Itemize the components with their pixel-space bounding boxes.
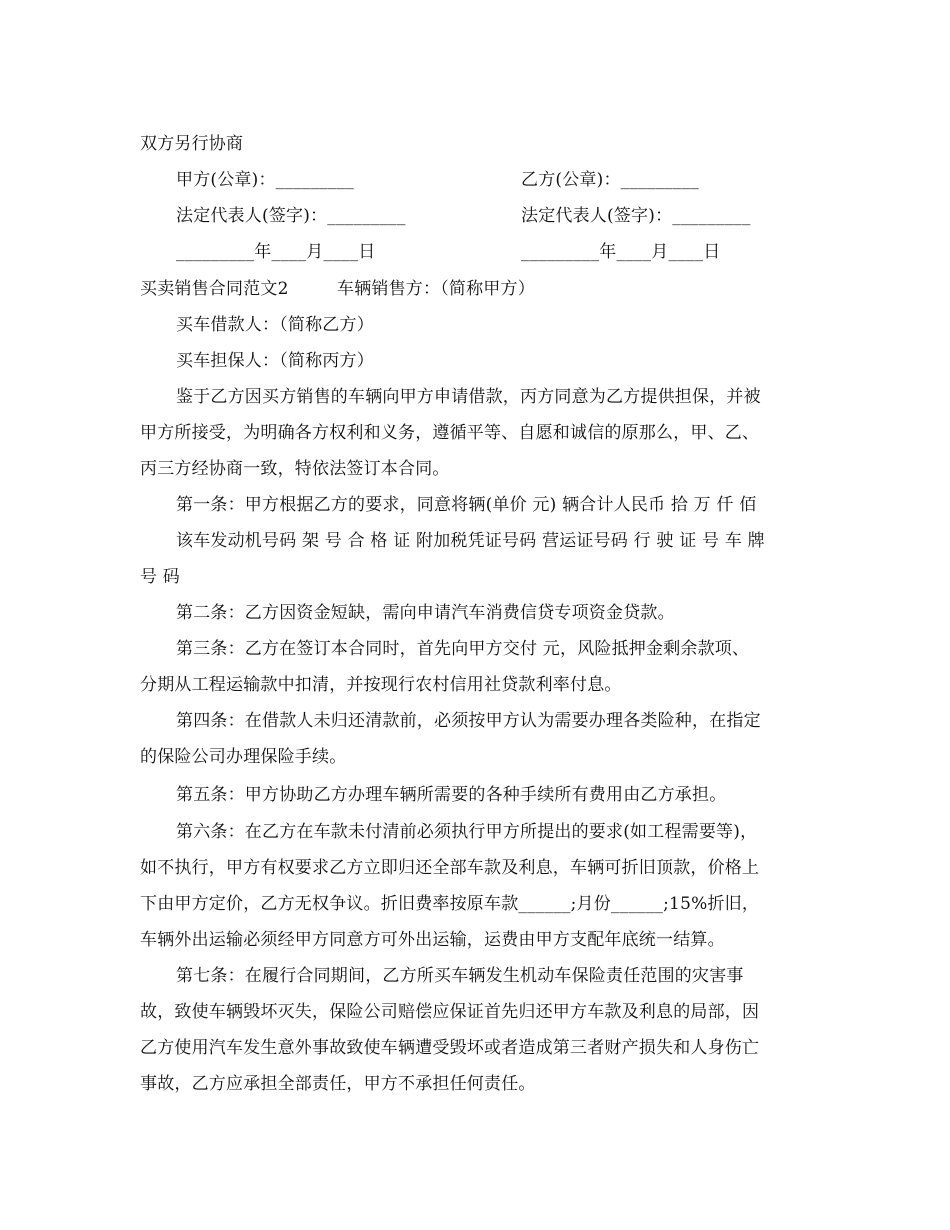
clause-7-line: 事故，乙方应承担全部责任，甲方不承担任何责任。 — [140, 1074, 536, 1094]
clause-1-line: 号 码 — [140, 567, 181, 587]
clause-4-line: 的保险公司办理保险手续。 — [140, 747, 347, 767]
clause-7-line: 乙方使用汽车发生意外事故致使车辆遭受毁坏或者造成第三者财产损失和人身伤亡 — [140, 1038, 760, 1058]
text-line: 双方另行协商 — [140, 134, 244, 154]
clause-7-line: 第七条：在履行合同期间，乙方所买车辆发生机动车保险责任范围的灾害事 — [176, 966, 744, 986]
text-line: 丙三方经协商一致，特依法签订本合同。 — [140, 459, 450, 479]
clause-1-line: 该车发动机号码 架 号 合 格 证 附加税凭证号码 营运证号码 行 驶 证 号 车 牌 — [176, 531, 765, 551]
seller-line: 车辆销售方：（简称甲方） — [337, 279, 535, 299]
borrower-line: 买车借款人：（简称乙方） — [176, 315, 374, 335]
clause-7-line: 故，致使车辆毁坏灭失，保险公司赔偿应保证首先归还甲方车款及利息的局部，因 — [140, 1002, 760, 1022]
text-line: 鉴于乙方因买方销售的车辆向甲方申请借款，丙方同意为乙方提供担保，并被 — [176, 387, 761, 407]
clause-4-line: 第四条：在借款人未归还清款前，必须按甲方认为需要办理各类险种，在指定 — [176, 711, 761, 731]
clause-2-line: 第二条：乙方因资金短缺，需向申请汽车消费信贷专项资金贷款。 — [176, 603, 675, 623]
guarantor-line: 买车担保人：（简称丙方） — [176, 351, 374, 371]
clause-3-line: 第三条：乙方在签订本合同时，首先向甲方交付 元，风险抵押金剩余款项、 — [176, 639, 750, 659]
party-b-representative: 法定代表人(签字)：_________ — [521, 206, 751, 226]
party-b-date: _________年____月____日 — [521, 242, 721, 262]
clause-6-line: 下由甲方定价，乙方无权争议。折旧费率按原车款______;月份______;15%折旧， — [140, 894, 760, 914]
party-b-seal: 乙方(公章)：_________ — [521, 170, 699, 190]
party-a-seal: 甲方(公章)：_________ — [176, 170, 354, 190]
clause-6-line: 车辆外出运输必须经甲方同意方可外出运输，运费由甲方支配年底统一结算。 — [140, 930, 725, 950]
section-title: 买卖销售合同范文2 — [140, 279, 289, 299]
text-line: 甲方所接受，为明确各方权利和义务，遵循平等、自愿和诚信的原那么，甲、乙、 — [140, 423, 760, 443]
clause-6-line: 第六条：在乙方在车款未付清前必须执行甲方所提出的要求(如工程需要等)， — [176, 822, 758, 842]
party-a-representative: 法定代表人(签字)：_________ — [176, 206, 406, 226]
clause-1-line: 第一条：甲方根据乙方的要求，同意将辆(单价 元) 辆合计人民币 拾 万 仟 佰 — [176, 495, 757, 515]
party-a-date: _________年____月____日 — [176, 242, 376, 262]
clause-6-line: 如不执行，甲方有权要求乙方立即归还全部车款及利息，车辆可折旧顶款，价格上 — [140, 858, 760, 878]
clause-3-line: 分期从工程运输款中扣清，并按现行农村信用社贷款利率付息。 — [140, 675, 622, 695]
clause-5-line: 第五条：甲方协助乙方办理车辆所需要的各种手续所有费用由乙方承担。 — [176, 785, 727, 805]
